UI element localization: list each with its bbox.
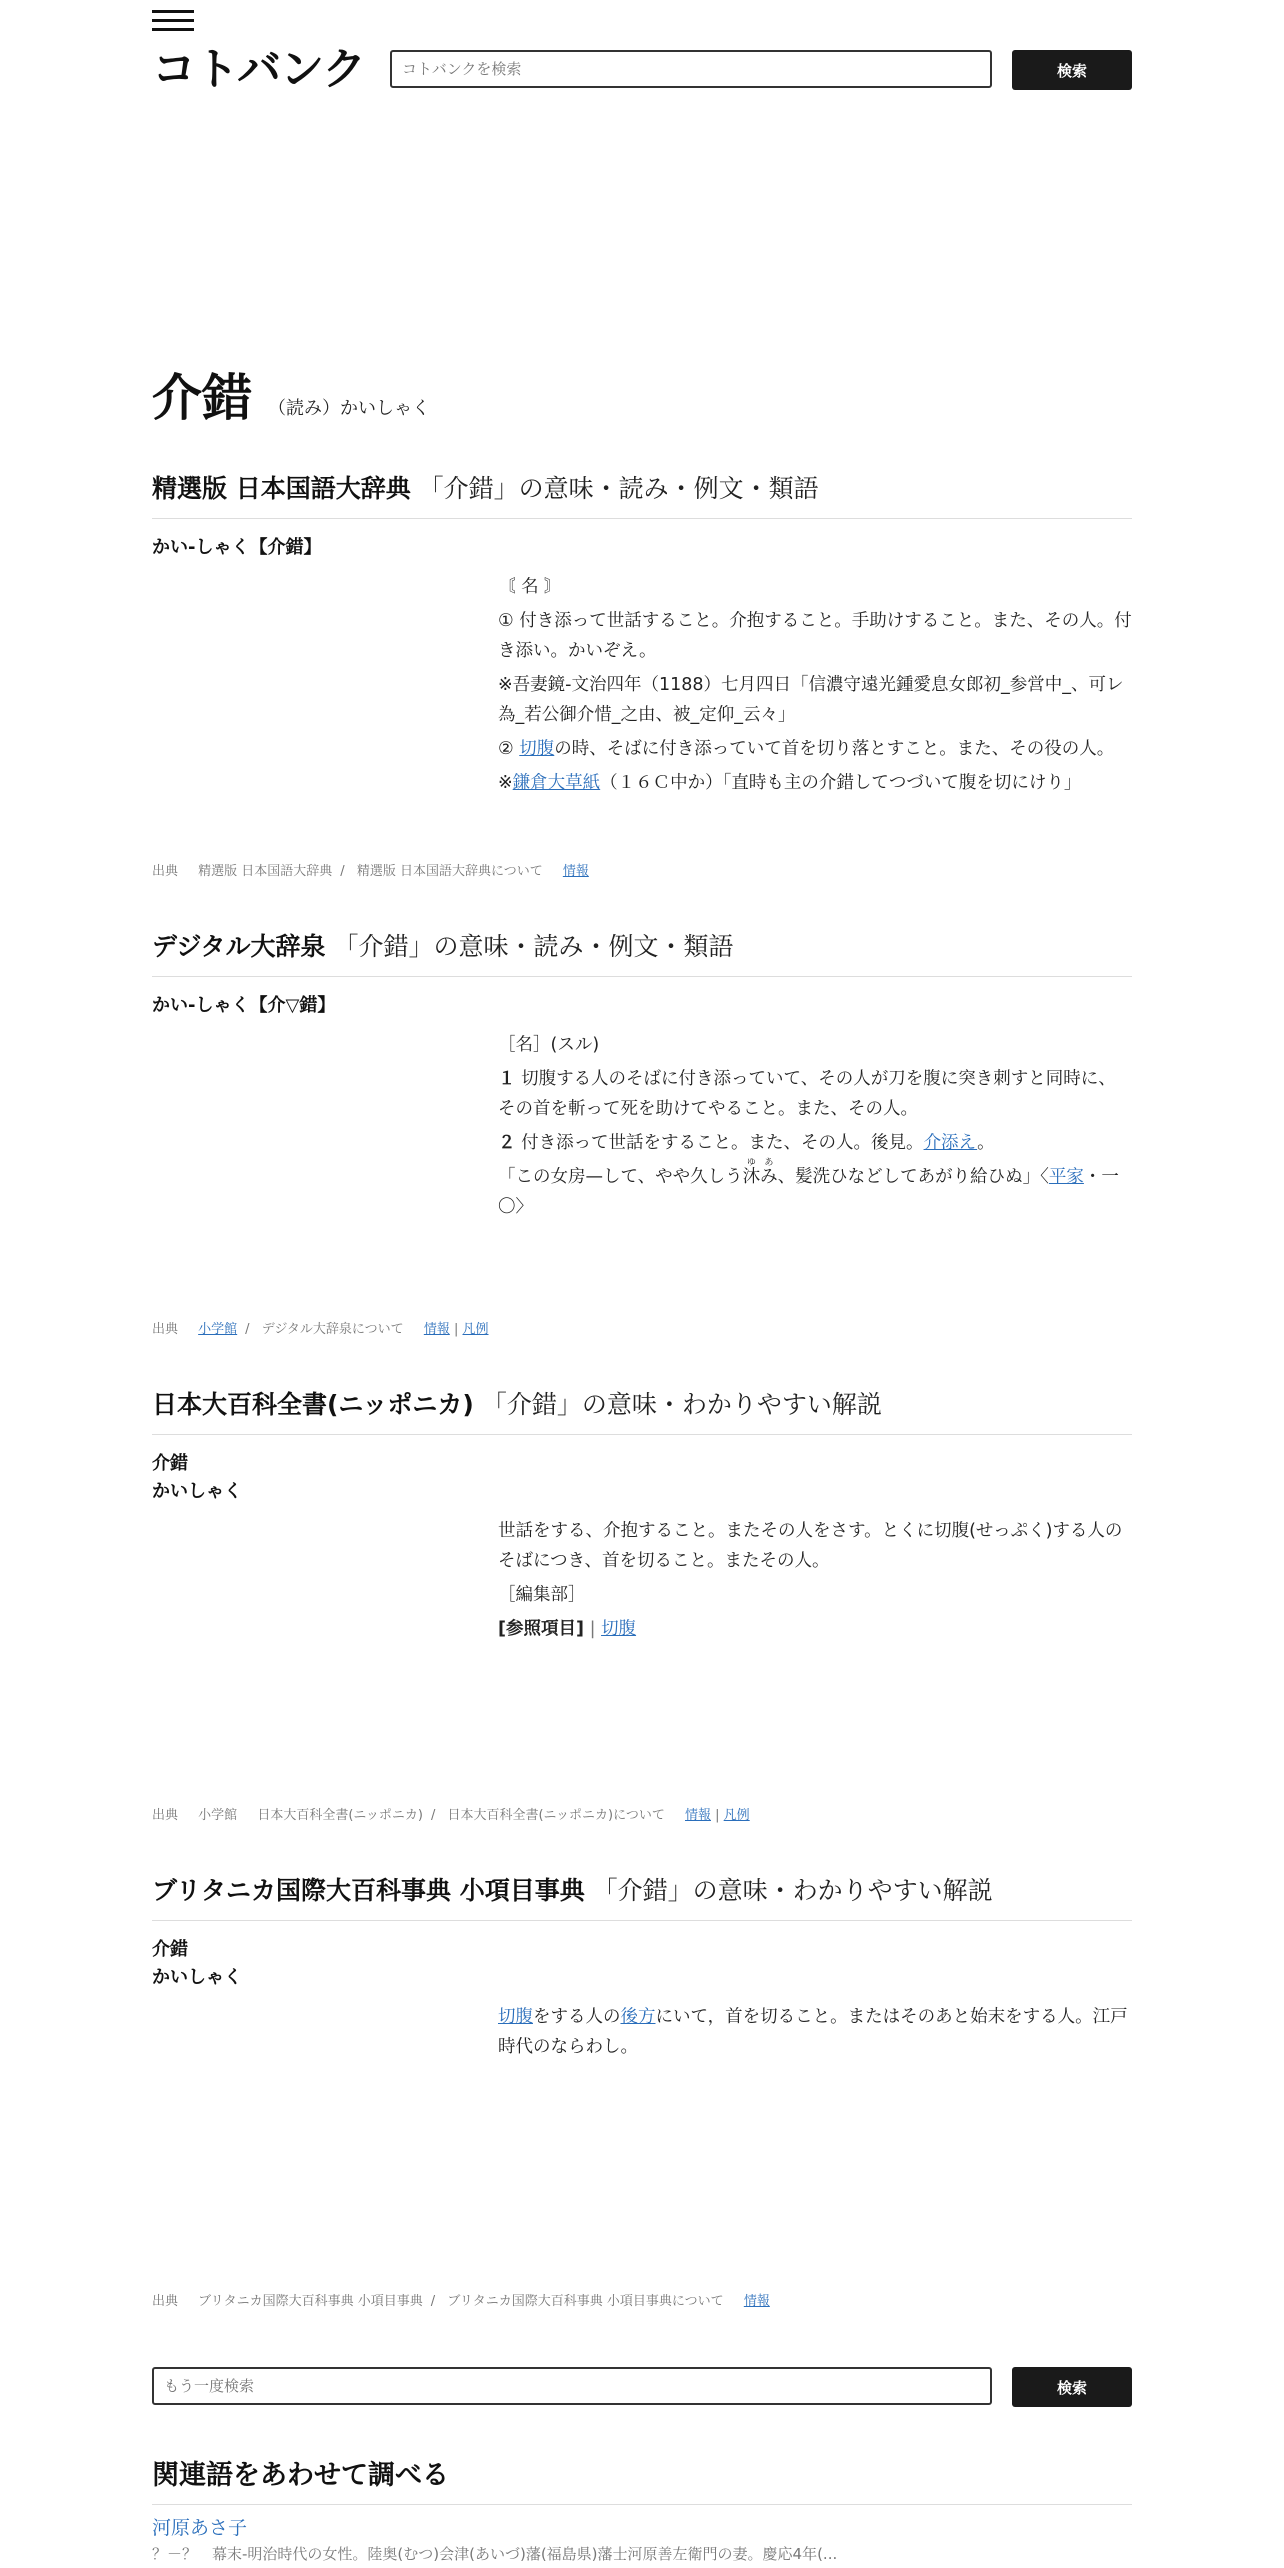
source-label: 出典 [152,864,179,879]
section-heading-britannica [152,1874,1132,1921]
dictionary-name: ブリタニカ国際大百科事典 小項目事典 [152,1876,585,1905]
link-kamakura-oozoushi[interactable]: 鎌倉大草紙 [512,773,601,793]
related-references [498,1614,1132,1644]
definition-1: ① 付き添って世話すること。介抱すること。手助けすること。また、その人。付き添い。かいぞえ。 [498,611,1132,661]
related-item[interactable] [152,2514,1132,2566]
definition-text: 切腹する人のそばに付き添っていて、その人が刀を腹に突き刺すと同時に、その首を斬って死を助けてやること。また、その人。 [498,1069,1116,1119]
dictionary-name: デジタル大辞泉 [152,932,326,961]
example-2 [498,768,1132,798]
info-link[interactable]: 情報 [562,864,589,879]
definition-number: ２ [498,1133,516,1153]
example-mark: ※ [498,773,513,793]
section-heading-seisenban [152,472,1132,519]
info-link[interactable]: 情報 [684,1808,711,1823]
entry-body-daijisen [498,1030,1132,1226]
definition-2 [498,1128,1132,1158]
page-title [152,368,430,428]
definition-text: 付き添って世話をすること。また、その人。後見。 [515,1133,924,1153]
section-heading-daijisen [152,930,1132,977]
source-name: 精選版 日本国語大辞典 [198,864,333,879]
separator: | [715,1808,720,1823]
section-suffix: 「介錯」の意味・読み・例文・類語 [333,932,734,961]
source-line: 出典 小学館 / デジタル大辞泉について 情報 | 凡例 [152,1322,489,1337]
related-heading: 関連語をあわせて調べる [152,2458,1132,2505]
definition-text: にいて，首を切ること。またはそのあと始末をする人。江戸時代のならわし。 [498,2007,1128,2057]
source-about: デジタル大辞泉について [261,1322,404,1337]
definition-number: １ [498,1069,516,1089]
entry-body-seisenban [498,572,1132,802]
definition-number: ② [498,739,520,759]
part-of-speech: 〘 名 〙 [498,577,562,597]
reference-label: [参照項目] [498,1619,584,1639]
search-again-button[interactable]: 検索 [1012,2367,1132,2407]
definition-2 [498,734,1132,764]
link-kaizoe[interactable]: 介添え [923,1133,978,1153]
link-seppuku[interactable]: 切腹 [601,1619,637,1639]
entry-reading: かいしゃく [152,1481,242,1502]
dictionary-name: 日本大百科全書(ニッポニカ) [152,1390,474,1419]
source-label: 出典 [152,1808,179,1823]
definition-text: の時、そばに付き添っていて首を切り落とすこと。また、その役の人。 [554,739,1115,759]
headword-reading: （読み）かいしゃく [268,398,430,419]
source-name: ブリタニカ国際大百科事典 小項目事典 [198,2294,423,2309]
entry-headword: 介錯 [152,1939,188,1960]
example-1: ※吾妻鏡‐文治四年（1188）七月四日「信濃守遠光鍾愛息女郎初_参営中_、可レ為_若公御介惜_之由、被_定仰_云々」 [498,675,1124,725]
editor-credit: ［編集部］ [498,1585,586,1605]
notes-link[interactable]: 凡例 [462,1322,489,1337]
link-heike[interactable]: 平家 [1048,1167,1084,1187]
example-text: 「この女房—して、やや久しう [498,1167,743,1187]
entry-headword: 介錯 [152,1453,188,1474]
definition-1 [498,1064,1132,1124]
entry-headword: かい‐しゃく【介錯】 [152,537,322,558]
part-of-speech: ［名］(スル) [498,1035,600,1055]
link-kouhou[interactable]: 後方 [620,2007,656,2027]
source-name: 日本大百科全書(ニッポニカ) [257,1808,423,1823]
source-line: 出典 ブリタニカ国際大百科事典 小項目事典 / ブリタニカ国際大百科事典 小項目事典について 情報 [152,2294,770,2309]
entry-body-nipponica [498,1516,1132,1648]
menu-icon[interactable] [152,10,194,32]
source-label: 出典 [152,1322,179,1337]
search-input[interactable] [390,50,992,88]
search-button[interactable]: 検索 [1012,50,1132,90]
publisher: 小学館 [198,1808,238,1823]
example-1 [498,1158,1132,1222]
example-text: （１６Ｃ中か）「直時も主の介錯してつづいて腹を切にけり」 [600,773,1082,793]
link-seppuku[interactable]: 切腹 [519,739,555,759]
entry-headword: かい‐しゃく【介▽錯】 [152,995,336,1016]
source-about: ブリタニカ国際大百科事典 小項目事典について [447,2294,724,2309]
example-text: ・一〇〉 [498,1167,1119,1217]
info-link[interactable]: 情報 [743,2294,770,2309]
punctuation: 。 [977,1133,995,1153]
section-suffix: 「介錯」の意味・読み・例文・類語 [418,474,819,503]
link-seppuku[interactable]: 切腹 [498,2007,533,2027]
source-line: 出典 小学館 日本大百科全書(ニッポニカ) / 日本大百科全書(ニッポニカ)について 情報 | 凡例 [152,1808,750,1823]
source-line: 出典 精選版 日本国語大辞典 / 精選版 日本国語大辞典について 情報 [152,864,589,879]
source-about: 日本大百科全書(ニッポニカ)について [447,1808,665,1823]
site-logo[interactable]: コトバンク [152,44,366,95]
example-text: 、髪洗ひなどしてあがり給ひぬ」〈 [777,1167,1049,1187]
section-heading-nipponica [152,1388,1132,1435]
headword: 介錯 [152,369,252,427]
publisher-link[interactable]: 小学館 [198,1322,238,1337]
source-about: 精選版 日本国語大辞典について [356,864,543,879]
separator: | [589,1619,596,1639]
search-again-input[interactable] [152,2367,992,2405]
dictionary-name: 精選版 日本国語大辞典 [152,474,411,503]
info-link[interactable]: 情報 [423,1322,450,1337]
ruby-yuami: 沐みゆあ [742,1158,778,1187]
entry-body-britannica [498,2002,1132,2066]
section-suffix: 「介錯」の意味・わかりやすい解説 [592,1876,993,1905]
definition-text: をする人の [533,2007,621,2027]
separator: | [453,1322,459,1337]
definition [498,2002,1132,2062]
related-item-title[interactable]: 河原あさ子 [152,2517,248,2539]
definition: 世話をする、介抱すること。またその人をさす。とくに切腹(せっぷく)する人のそばにつき、首を切ること。またその人。 [498,1521,1123,1571]
related-item-desc: ？－？ 幕末-明治時代の女性。陸奥(むつ)会津(あいづ)藩(福島県)藩士河原善左衛門の妻。慶応4年(... [152,2545,838,2563]
entry-reading: かいしゃく [152,1967,242,1988]
section-suffix: 「介錯」の意味・わかりやすい解説 [481,1390,882,1419]
notes-link[interactable]: 凡例 [723,1808,750,1823]
source-label: 出典 [152,2294,179,2309]
